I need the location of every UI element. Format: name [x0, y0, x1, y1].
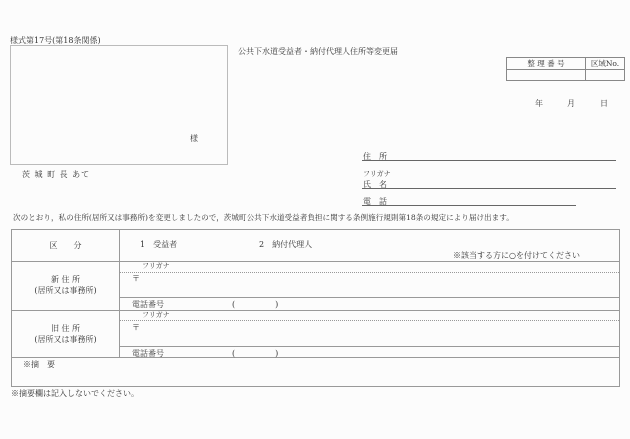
addressee: 茨 城 町 長 あて	[22, 170, 91, 179]
new-furigana-label: フリガナ	[142, 262, 170, 270]
form-number: 様式第17号(第18条関係)	[10, 36, 101, 45]
ref-value-number[interactable]	[507, 70, 586, 81]
category-label: 区 分	[49, 241, 82, 250]
old-phone-parens[interactable]: ( )	[232, 349, 279, 358]
circle-note: ※該当する方に○を付けてください	[453, 251, 580, 260]
date-month: 月	[567, 99, 575, 108]
new-address-subtitle: (居所又は事務所)	[34, 286, 97, 295]
old-furigana-label: フリガナ	[142, 311, 170, 319]
row-divider	[12, 357, 619, 358]
date-day: 日	[600, 99, 608, 108]
phone-divider	[120, 346, 619, 347]
column-divider	[119, 230, 120, 358]
row-divider	[12, 310, 619, 311]
footnote: ※摘要欄は記入しないでください。	[11, 389, 139, 398]
applicant-name-line[interactable]	[362, 188, 616, 189]
applicant-phone-label: 電 話	[363, 197, 387, 206]
applicant-furigana-label: フリガナ	[363, 170, 391, 178]
new-phone-label: 電話番号	[132, 300, 164, 309]
old-address-title: 旧 住 所	[50, 324, 81, 333]
applicant-address-line[interactable]	[362, 160, 616, 161]
row-divider	[12, 261, 619, 262]
applicant-name-label: 氏 名	[363, 180, 387, 189]
option-beneficiary[interactable]: 1 受益者	[140, 240, 178, 249]
ref-value-area[interactable]	[586, 70, 625, 81]
dotted-divider	[120, 320, 619, 321]
ref-header-number: 整 理 番 号	[507, 58, 586, 70]
date-year: 年	[535, 99, 543, 108]
new-phone-parens[interactable]: ( )	[232, 300, 279, 309]
change-table	[11, 229, 620, 387]
old-address-subtitle: (居所又は事務所)	[34, 335, 97, 344]
ref-header-area: 区域No.	[586, 58, 625, 70]
new-address-title: 新 住 所	[50, 275, 81, 284]
old-postal-mark: 〒	[132, 323, 140, 332]
form-title: 公共下水道受益者・納付代理人住所等変更届	[238, 47, 398, 56]
applicant-phone-line[interactable]	[362, 205, 576, 206]
statement: 次のとおり，私の住所(居所又は事務所)を変更しましたので，茨城町公共下水道受益者負担に関する条例施行規則第18条の規定により届け出ます。	[13, 213, 514, 222]
address-box	[10, 45, 228, 165]
option-agent[interactable]: 2 納付代理人	[259, 240, 313, 249]
applicant-address-label: 住 所	[363, 152, 387, 161]
dotted-divider	[120, 272, 619, 273]
phone-divider	[120, 297, 619, 298]
new-postal-mark: 〒	[132, 274, 140, 283]
addressee-suffix: 様	[190, 134, 198, 143]
reference-table	[506, 57, 625, 81]
old-phone-label: 電話番号	[132, 349, 164, 358]
remarks-label: ※摘 要	[23, 360, 55, 369]
